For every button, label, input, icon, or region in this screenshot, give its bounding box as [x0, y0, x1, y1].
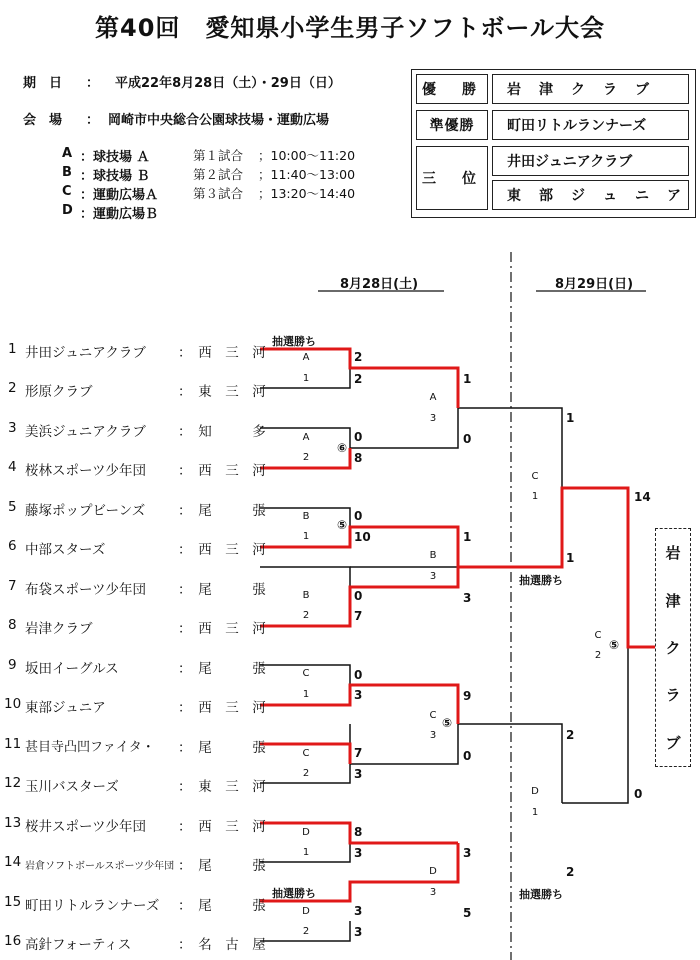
- game-number: 1: [302, 847, 310, 858]
- team-region: ： 西 三 河: [178, 463, 266, 479]
- team-no: 12: [4, 775, 22, 791]
- field-code-d: D: [62, 203, 73, 218]
- schedule-time-2: ；11:40～13:00: [258, 167, 356, 182]
- team-name: 東部ジュニア: [25, 700, 106, 716]
- game-number: 1: [302, 531, 310, 542]
- score: 10: [354, 530, 371, 544]
- game-field: C: [302, 668, 310, 679]
- game-number: 1: [302, 373, 310, 384]
- winner-name: 岩 津 ク ラ ブ: [492, 74, 689, 104]
- team-no: 9: [8, 657, 17, 673]
- team-region: ： 尾 張: [178, 503, 266, 519]
- date-day1: 8月28日(土): [340, 277, 419, 292]
- innings-mark: ⑥: [337, 441, 348, 455]
- team-no: 8: [8, 617, 17, 633]
- game-field: B: [302, 511, 310, 522]
- game-field: C: [531, 471, 539, 482]
- score: 2: [566, 865, 575, 879]
- team-region: ： 西 三 河: [178, 542, 266, 558]
- score: 0: [354, 589, 363, 603]
- score: 7: [354, 746, 363, 760]
- field-name-b: ：球技場 Ｂ: [80, 169, 150, 184]
- team-no: 3: [8, 420, 17, 436]
- team-name: 藤塚ポップビーンズ: [25, 503, 146, 519]
- game-field: B: [429, 550, 437, 561]
- venue-value: 岡崎市中央総合公園球技場・運動広場: [108, 113, 330, 128]
- schedule-label-3: 第３試合: [193, 186, 244, 201]
- runner-up-name: 町田リトルランナーズ: [492, 110, 689, 140]
- winner-label: 優 勝: [416, 74, 488, 104]
- lottery-win-note: 抽選勝ち: [519, 574, 563, 587]
- page-title: 第40回 愛知県小学生男子ソフトボール大会: [95, 14, 605, 42]
- team-no: 2: [8, 380, 17, 396]
- team-name: 町田リトルランナーズ: [25, 898, 160, 914]
- game-field: A: [302, 352, 310, 363]
- team-region: ： 西 三 河: [178, 345, 266, 361]
- game-number: 3: [429, 413, 437, 424]
- field-code-c: C: [62, 184, 72, 199]
- field-name-d: ：運動広場Ｂ: [80, 207, 159, 222]
- team-name: 高針フォーティス: [25, 937, 132, 953]
- game-number: 2: [594, 650, 602, 661]
- score: 2: [566, 728, 575, 742]
- lottery-win-note: 抽選勝ち: [272, 887, 316, 900]
- score: 0: [634, 787, 643, 801]
- team-region: ： 尾 張: [178, 740, 266, 756]
- third-label: 三 位: [416, 146, 488, 210]
- game-number: 3: [429, 730, 437, 741]
- date-value: 平成22年8月28日（土）・29日（日）: [115, 76, 341, 91]
- score: 1: [463, 530, 472, 544]
- team-name: 桜林スポーツ少年団: [25, 463, 146, 479]
- team-name: 岩津クラブ: [25, 621, 93, 637]
- game-field: C: [429, 710, 437, 721]
- score: 5: [463, 906, 472, 920]
- game-number: 1: [531, 807, 539, 818]
- score: 1: [463, 372, 472, 386]
- lottery-win-note: 抽選勝ち: [272, 335, 316, 348]
- innings-mark: ⑤: [609, 638, 620, 652]
- team-no: 1: [8, 341, 17, 357]
- score: 0: [354, 509, 363, 523]
- game-number: 3: [429, 887, 437, 898]
- team-no: 16: [4, 933, 22, 949]
- team-name: 美浜ジュニアクラブ: [25, 424, 146, 440]
- field-code-a: A: [62, 146, 73, 161]
- game-number: 1: [302, 689, 310, 700]
- team-region: ： 尾 張: [178, 898, 266, 914]
- team-name: 岩倉ソフトボールスポーツ少年団: [25, 861, 175, 872]
- third-name-1: 井田ジュニアクラブ: [492, 146, 689, 176]
- team-name: 中部スターズ: [25, 542, 106, 558]
- schedule-label-1: 第１試合: [193, 148, 244, 163]
- team-region: ： 尾 張: [178, 661, 266, 677]
- team-region: ： 西 三 河: [178, 621, 266, 637]
- schedule-time-1: ；10:00～11:20: [258, 148, 356, 163]
- lottery-win-note: 抽選勝ち: [519, 888, 563, 901]
- team-name: 玉川バスターズ: [25, 779, 119, 795]
- innings-mark: ⑤: [337, 518, 348, 532]
- game-number: 2: [302, 452, 310, 463]
- team-no: 15: [4, 894, 22, 910]
- date-sep: ：: [86, 76, 100, 91]
- field-name-a: ：球技場 Ａ: [80, 150, 150, 165]
- date-day2: 8月29日(日): [555, 277, 634, 292]
- score: 3: [354, 925, 363, 939]
- venue-label: 会 場: [23, 113, 63, 128]
- team-region: ： 東 三 河: [178, 384, 266, 400]
- champion-char: ラ: [665, 686, 681, 705]
- score: 3: [354, 688, 363, 702]
- champion-char: ブ: [665, 733, 681, 752]
- game-number: 3: [429, 571, 437, 582]
- champion-char: ク: [665, 638, 681, 657]
- game-field: D: [302, 827, 310, 838]
- field-name-c: ：運動広場Ａ: [80, 188, 159, 203]
- score: 1: [566, 551, 575, 565]
- team-region: ： 東 三 河: [178, 779, 266, 795]
- loser-paths: [260, 368, 628, 941]
- score: 9: [463, 689, 472, 703]
- game-field: A: [302, 432, 310, 443]
- team-region: ： 西 三 河: [178, 700, 266, 716]
- team-region: ： 尾 張: [178, 582, 266, 598]
- champion-char: 津: [665, 591, 681, 610]
- game-field: D: [531, 786, 539, 797]
- team-name: 桜井スポーツ少年団: [25, 819, 146, 835]
- score: 3: [354, 846, 363, 860]
- team-name: 形原クラブ: [25, 384, 93, 400]
- team-region: ： 名 古 屋: [178, 937, 266, 953]
- score: 0: [354, 668, 363, 682]
- team-region: ： 尾 張: [178, 858, 266, 874]
- venue-sep: ：: [86, 113, 100, 128]
- team-no: 7: [8, 578, 17, 594]
- innings-mark: ⑤: [442, 716, 453, 730]
- game-field: A: [429, 392, 437, 403]
- game-field: D: [429, 866, 437, 877]
- game-number: 2: [302, 768, 310, 779]
- champion-box: [655, 528, 691, 767]
- score: 0: [463, 432, 472, 446]
- team-no: 14: [4, 854, 22, 870]
- score: 2: [354, 350, 363, 364]
- score: 1: [566, 411, 575, 425]
- runner-up-label: 準優勝: [416, 110, 488, 140]
- team-no: 6: [8, 538, 17, 554]
- schedule-time-3: ；13:20～14:40: [258, 186, 356, 201]
- game-field: D: [302, 906, 310, 917]
- team-no: 11: [4, 736, 22, 752]
- team-region: ： 西 三 河: [178, 819, 266, 835]
- score: 3: [463, 591, 472, 605]
- team-no: 4: [8, 459, 17, 475]
- schedule-label-2: 第２試合: [193, 167, 244, 182]
- score: 3: [354, 904, 363, 918]
- team-name: 坂田イーグルス: [25, 661, 119, 677]
- score: 0: [354, 430, 363, 444]
- score: 3: [354, 767, 363, 781]
- score: 14: [634, 490, 651, 504]
- game-number: 2: [302, 610, 310, 621]
- third-name-2: 東 部 ジ ュ ニ ア: [492, 180, 689, 210]
- game-field: B: [302, 590, 310, 601]
- team-no: 5: [8, 499, 17, 515]
- game-field: C: [302, 748, 310, 759]
- score: 7: [354, 609, 363, 623]
- team-name: 甚目寺凸凹ファイタ・: [25, 740, 155, 755]
- game-field: C: [594, 630, 602, 641]
- score: 8: [354, 451, 363, 465]
- game-number: 1: [531, 491, 539, 502]
- team-name: 布袋スポーツ少年団: [25, 582, 146, 598]
- score: 3: [463, 846, 472, 860]
- date-label: 期 日: [23, 76, 63, 91]
- field-code-b: B: [62, 165, 72, 180]
- team-no: 10: [4, 696, 22, 712]
- score: 0: [463, 749, 472, 763]
- team-no: 13: [4, 815, 22, 831]
- team-name: 井田ジュニアクラブ: [25, 345, 146, 361]
- team-region: ： 知 多: [178, 424, 266, 440]
- score: 8: [354, 825, 363, 839]
- score: 2: [354, 372, 363, 386]
- champion-char: 岩: [665, 544, 681, 563]
- game-number: 2: [302, 926, 310, 937]
